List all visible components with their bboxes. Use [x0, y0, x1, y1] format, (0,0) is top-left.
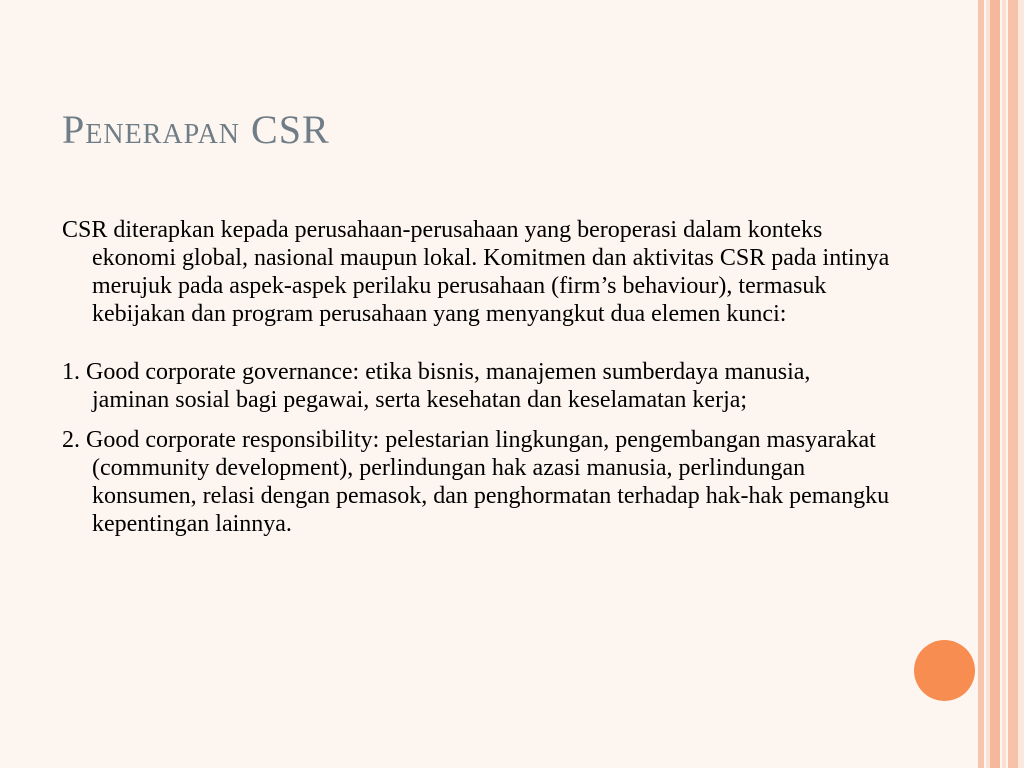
slide-body	[62, 216, 892, 550]
decorative-stripe	[978, 0, 984, 768]
slide-title: Penerapan CSR	[62, 107, 330, 152]
intro-paragraph: CSR diterapkan kepada perusahaan-perusahaan yang beroperasi dalam konteks ekonomi global, nasional maupun lokal. Komitmen dan aktivitas CSR pada intinya merujuk pada aspek-aspek perilaku perusahaan (firm’s behaviour), termasuk kebijakan dan program perusahaan yang menyangkut dua elemen kunci:	[62, 217, 890, 327]
list-item: 1. Good corporate governance: etika bisnis, manajemen sumberdaya manusia, jaminan sosial bagi pegawai, serta kesehatan dan keselamatan kerja;	[62, 359, 811, 413]
key-elements-list	[62, 358, 892, 538]
decorative-stripe	[1018, 0, 1024, 768]
orange-circle-decoration	[914, 640, 975, 701]
list-item: 2. Good corporate responsibility: pelestarian lingkungan, pengembangan masyarakat (community development), perlindungan hak azasi manusia, perlindungan konsumen, relasi dengan pemasok, dan penghormatan terhadap hak-hak pemangku kepentingan lainnya.	[62, 427, 890, 537]
decorative-stripe	[1002, 0, 1006, 768]
decorative-stripe	[990, 0, 1000, 768]
decorative-stripe	[1008, 0, 1018, 768]
